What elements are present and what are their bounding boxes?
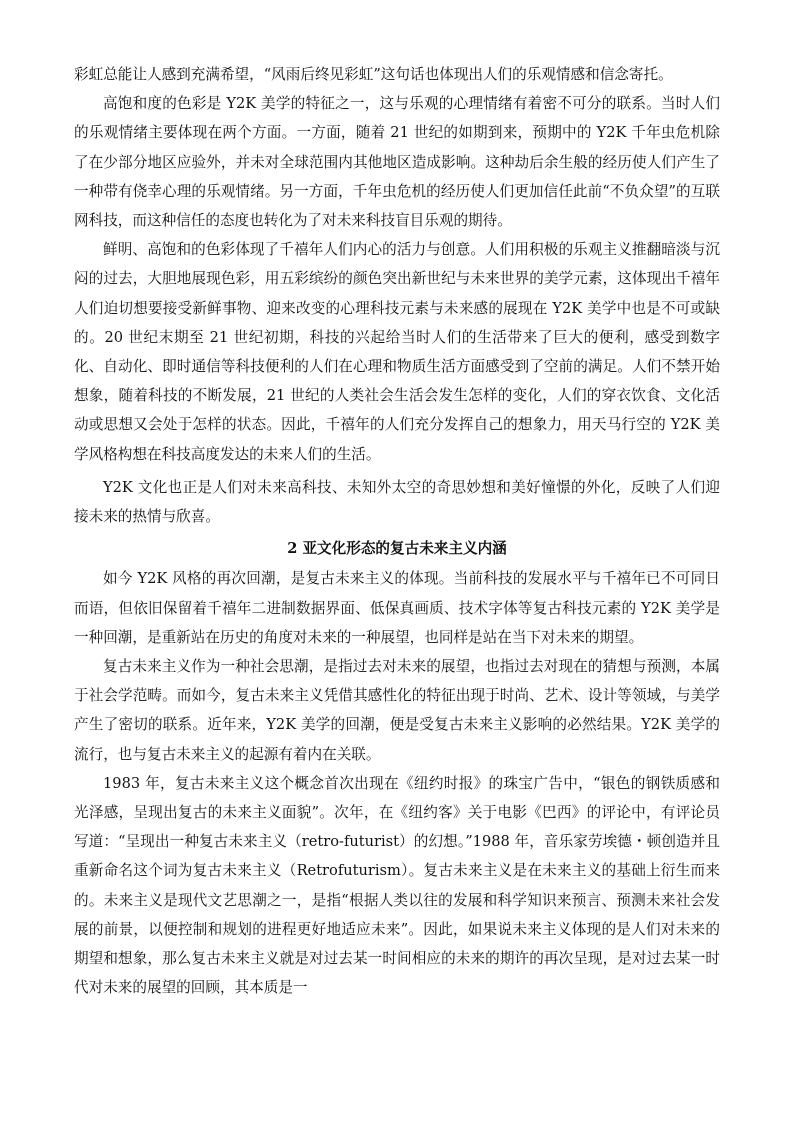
- paragraph-vivid-colors: 鲜明、高饱和的色彩体现了千禧年人们内心的活力与创意。人们用积极的乐观主义推翻暗淡与沉闷的过去，大胆地展现色彩，用五彩缤纷的颜色突出新世纪与未来世界的美学元素，这体现出千禧年人们迫切想要接受新鲜事物、迎来改变的心理科技元素与未来感的展现在 Y2K 美学中也是不可或缺的。20 世纪末期至 21 世纪初期，科技的兴起给当时人们的生活带来了巨大的便利，感受到数字化、自动化、即时通信等科技便利的人们在心理和物质生活方面感受到了空前的满足。人们不禁开始想象，随着科技的不断发展，21 世纪的人类社会生活会发生怎样的变化，人们的穿衣饮食、文化活动或思想又会处于怎样的状态。因此，千禧年的人们充分发挥自己的想象力，用天马行空的 Y2K 美学风格构想在科技高度发达的未来人们的生活。: [74, 241, 720, 463]
- paragraph-rainbow-hope: 彩虹总能让人感到充满希望，“风雨后终见彩虹”这句话也体现出人们的乐观情感和信念寄托。: [74, 66, 673, 83]
- paragraph-retrofuturism-thought: 复古未来主义作为一种社会思潮，是指过去对未来的展望，也指过去对现在的猜想与预测，本属于社会学范畴。而如今，复古未来主义凭借其感性化的特征出现于时尚、艺术、设计等领域，与美学产生了密切的联系。近年来，Y2K 美学的回潮，便是受复古未来主义影响的必然结果。Y2K 美学的流行，也与复古未来主义的起源有着内在关联。: [74, 658, 720, 763]
- paragraph-retrofuturism-history: 1983 年，复古未来主义这个概念首次出现在《纽约时报》的珠宝广告中，“银色的钢铁质感和光泽感，呈现出复古的未来主义面貌”。次年，在《纽约客》关于电影《巴西》的评论中，有评论员写道：“呈现出一种复古未来主义（retro-futurist）的幻想。”1988 年，音乐家劳埃德・顿创造并且重新命名这个词为复古未来主义（Retrofuturism）。复古未来主义是在未来主义的基础上衍生而来的。未来主义是现代文艺思潮之一，是指“根据人类以往的发展和科学知识来预言、预测未来社会发展的前景，以便控制和规划的进程更好地适应未来”。因此，如果说未来主义体现的是人们对未来的期望和想象，那么复古未来主义就是对过去某一时间相应的未来的期许的再次呈现，是对过去某一时代对未来的展望的回顾，其本质是一: [74, 774, 720, 997]
- paragraph-y2k-revival: 如今 Y2K 风格的再次回潮，是复古未来主义的体现。当前科技的发展水平与千禧年已不可同日而语，但依旧保留着千禧年二进制数据界面、低保真画质、技术字体等复古科技元素的 Y2K 美学是一种回潮，是重新站在历史的角度对未来的一种展望，也同样是站在当下对未来的期望。: [74, 570, 720, 646]
- paragraph-y2k-culture: Y2K 文化也正是人们对未来高科技、未知外太空的奇思妙想和美好憧憬的外化，反映了人们迎接未来的热情与欣喜。: [74, 478, 720, 526]
- paragraph-saturated-colors: 高饱和度的色彩是 Y2K 美学的特征之一，这与乐观的心理情绪有着密不可分的联系。当时人们的乐观情绪主要体现在两个方面。一方面，随着 21 世纪的如期到来，预期中的 Y2K 千年虫危机除了在少部分地区应验外，并未对全球范围内其他地区造成影响。这种劫后余生般的经历使人们产生了一种带有侥幸心理的乐观情绪。另一方面，千年虫危机的经历使人们更加信任此前“不负众望”的互联网科技，而这种信任的态度也转化为了对未来科技盲目乐观的期待。: [74, 95, 720, 230]
- section-heading: 2 亚文化形态的复古未来主义内涵: [287, 540, 507, 558]
- document-body: [74, 60, 720, 1003]
